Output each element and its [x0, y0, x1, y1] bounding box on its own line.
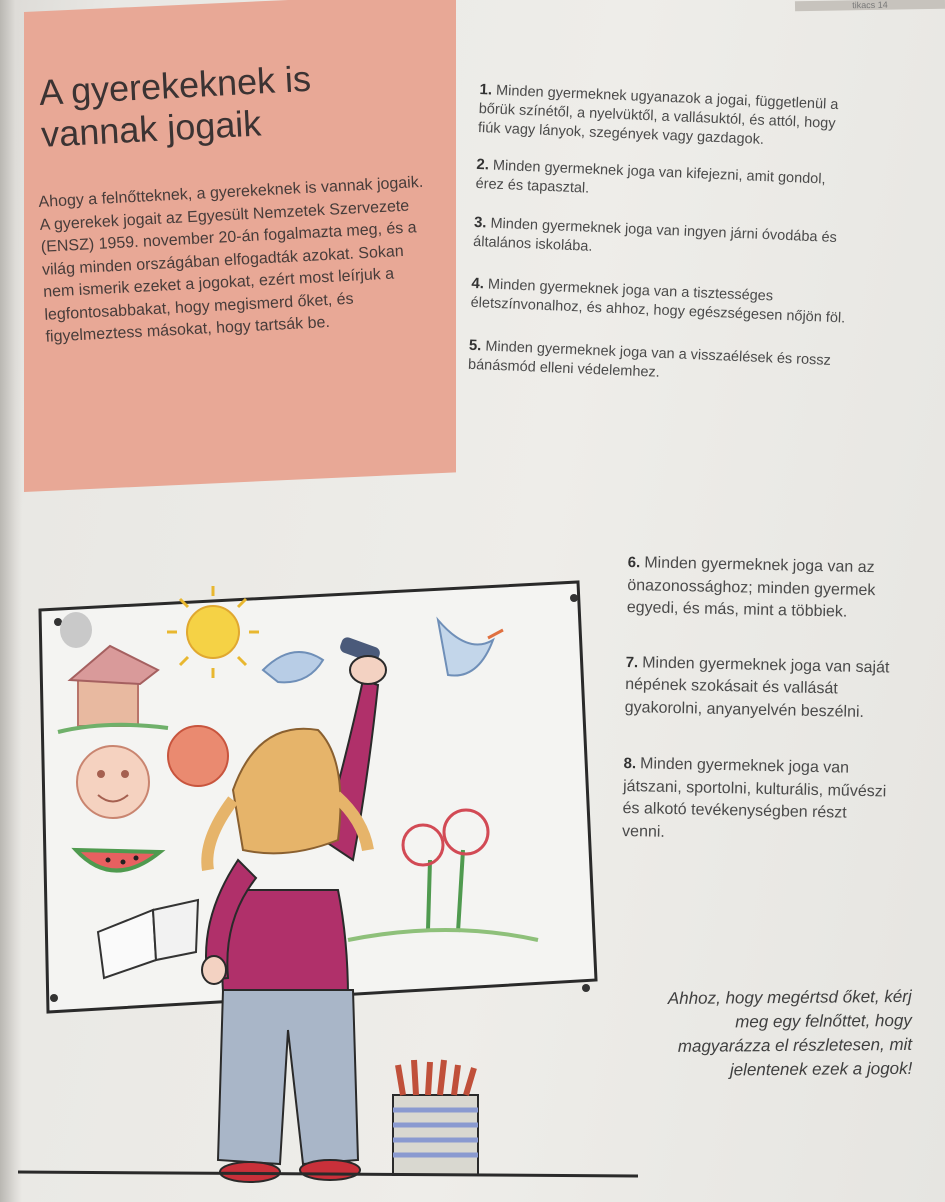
face-drawing — [77, 746, 149, 818]
right-item-2 — [475, 155, 856, 210]
right-item-4 — [470, 274, 851, 329]
crayon-cup — [393, 1060, 478, 1175]
right-text: Minden gyermeknek joga van játszani, sportolni, kulturális, művészi és alkotó tevékenységben részt venni. — [621, 755, 887, 841]
right-item-6 — [627, 552, 898, 625]
board-pin — [50, 994, 58, 1002]
right-text: Minden gyermeknek joga van kifejezni, amit gondol, érez és tapasztal. — [475, 157, 826, 197]
right-item-8 — [622, 753, 894, 849]
right-number: 8. — [623, 754, 637, 773]
title-line-1: A gyerekeknek is — [38, 57, 312, 113]
title-line-2: vannak jogaik — [40, 102, 263, 155]
right-number: 1. — [479, 80, 493, 99]
corner-tab: tikacs 14 — [795, 0, 945, 11]
rights-list-side — [622, 552, 898, 849]
right-number: 5. — [468, 336, 482, 355]
right-item-7 — [625, 651, 896, 724]
floor-line — [18, 1172, 638, 1176]
right-item-5 — [468, 336, 849, 391]
right-number: 2. — [476, 155, 490, 174]
right-text: Minden gyermeknek joga van a tisztességes életszínvonalhoz, és ahhoz, hogy egészségesen nőjön föl. — [470, 276, 846, 327]
apple-drawing — [168, 726, 228, 786]
intro-text: Ahogy a felnőtteknek, a gyerekeknek is vannak jogaik. A gyerekek jogait az Egyesült Nemzetek Szervezete (ENSZ) 1959. november 20-án fogalmazta meg, és a világ minden országában elfogadták azokat. Sokan nem ismerik ezeket a jogokat, ezért most leírjuk a legfontosabbakat, hogy megismerd őket, és figyelmeztess másokat, hogy tartsák be. — [38, 173, 424, 346]
right-number: 4. — [471, 274, 485, 293]
board-pin — [582, 984, 590, 992]
girl-drawing-illustration — [18, 560, 638, 1190]
right-text: Minden gyermeknek joga van az önazonossághoz; minden gyermek egyedi, és más, mint a többiek. — [626, 554, 876, 621]
board-pin — [570, 594, 578, 602]
rights-list-top — [468, 80, 860, 391]
right-number: 7. — [625, 653, 639, 671]
right-text: Minden gyermeknek joga van ingyen járni óvodába és általános iskolába. — [472, 215, 838, 255]
right-number: 3. — [473, 213, 487, 232]
right-item-1 — [478, 80, 860, 154]
closing-note: Ahhoz, hogy megértsd őket, kérj meg egy felnőttet, hogy magyarázza el részletesen, mit jelentenek ezek a jogok! — [667, 986, 913, 1080]
right-text: Minden gyermeknek ugyanazok a jogai, függetlenül a bőrük színétől, a nyelvüktől, a vallásuktól, és attól, hogy fiúk vagy lányok, szegények vagy gazdagok. — [477, 82, 839, 148]
right-text: Minden gyermeknek joga van a visszaélések és rossz bánásmód elleni védelemhez. — [467, 338, 832, 381]
right-item-3 — [473, 213, 854, 268]
right-text: Minden gyermeknek joga van saját népének szokásait és vallását gyakorolni, anyanyelvén beszélni. — [624, 653, 890, 721]
right-number: 6. — [627, 553, 641, 572]
